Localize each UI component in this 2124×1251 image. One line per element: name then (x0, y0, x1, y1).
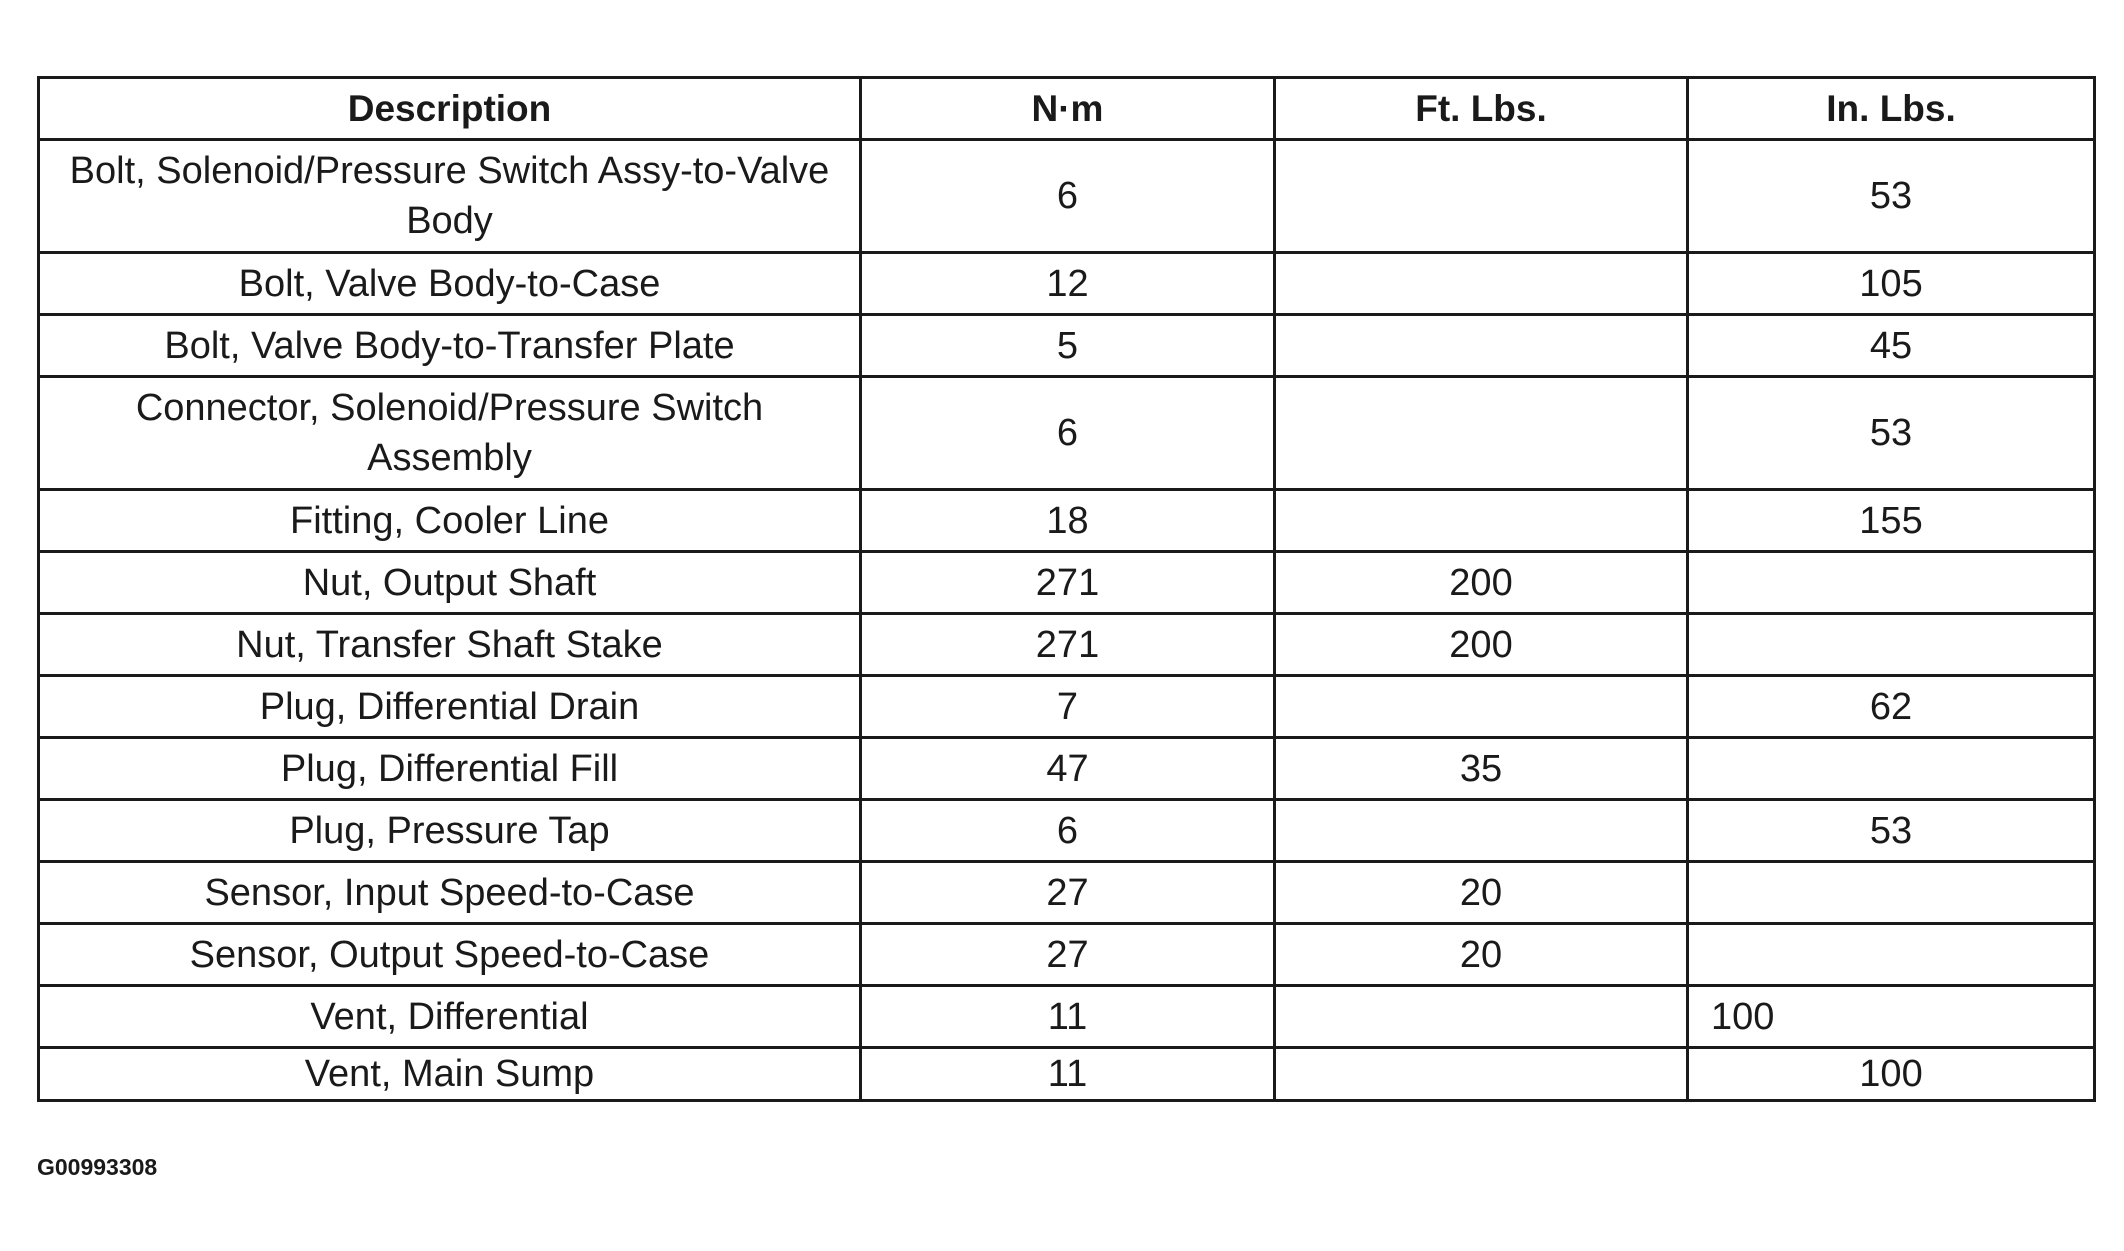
cell-in-lbs (1688, 862, 2095, 924)
table-row (39, 738, 2095, 800)
cell-ft-lbs (1275, 490, 1688, 552)
cell-description: Fitting, Cooler Line (39, 490, 861, 552)
cell-ft-lbs (1275, 676, 1688, 738)
cell-description: Connector, Solenoid/Pressure Switch Assembly (39, 377, 861, 490)
cell-in-lbs (1688, 614, 2095, 676)
cell-in-lbs: 53 (1688, 377, 2095, 490)
cell-description: Vent, Differential (39, 986, 861, 1048)
table-row (39, 140, 2095, 253)
table-header-row (39, 78, 2095, 140)
cell-nm: 271 (861, 614, 1275, 676)
cell-nm: 6 (861, 800, 1275, 862)
table-row (39, 552, 2095, 614)
torque-spec-table (37, 76, 2096, 1102)
table-row (39, 800, 2095, 862)
cell-nm: 11 (861, 1048, 1275, 1101)
table-row (39, 676, 2095, 738)
table-row (39, 614, 2095, 676)
cell-in-lbs: 100 (1688, 986, 2095, 1048)
cell-in-lbs: 100 (1688, 1048, 2095, 1101)
cell-nm: 6 (861, 140, 1275, 253)
table-row (39, 1048, 2095, 1101)
cell-description: Sensor, Input Speed-to-Case (39, 862, 861, 924)
cell-description: Bolt, Valve Body-to-Transfer Plate (39, 315, 861, 377)
cell-ft-lbs: 20 (1275, 862, 1688, 924)
cell-description: Bolt, Valve Body-to-Case (39, 253, 861, 315)
cell-description: Plug, Differential Drain (39, 676, 861, 738)
cell-in-lbs: 62 (1688, 676, 2095, 738)
cell-nm: 27 (861, 924, 1275, 986)
cell-nm: 12 (861, 253, 1275, 315)
table-row (39, 924, 2095, 986)
header-description: Description (39, 78, 861, 140)
cell-ft-lbs (1275, 986, 1688, 1048)
cell-nm: 18 (861, 490, 1275, 552)
cell-ft-lbs (1275, 253, 1688, 315)
cell-nm: 7 (861, 676, 1275, 738)
cell-nm: 271 (861, 552, 1275, 614)
cell-in-lbs (1688, 552, 2095, 614)
header-in-lbs: In. Lbs. (1688, 78, 2095, 140)
cell-description: Nut, Output Shaft (39, 552, 861, 614)
cell-description: Nut, Transfer Shaft Stake (39, 614, 861, 676)
cell-in-lbs: 45 (1688, 315, 2095, 377)
cell-in-lbs (1688, 738, 2095, 800)
cell-nm: 5 (861, 315, 1275, 377)
header-nm: N·m (861, 78, 1275, 140)
cell-ft-lbs: 200 (1275, 614, 1688, 676)
cell-in-lbs: 155 (1688, 490, 2095, 552)
cell-ft-lbs (1275, 1048, 1688, 1101)
cell-nm: 11 (861, 986, 1275, 1048)
table-row (39, 377, 2095, 490)
figure-id-label: G00993308 (37, 1154, 158, 1180)
cell-in-lbs: 53 (1688, 140, 2095, 253)
cell-ft-lbs: 20 (1275, 924, 1688, 986)
cell-ft-lbs (1275, 315, 1688, 377)
cell-ft-lbs (1275, 377, 1688, 490)
cell-nm: 6 (861, 377, 1275, 490)
cell-description: Bolt, Solenoid/Pressure Switch Assy-to-Valve Body (39, 140, 861, 253)
cell-in-lbs (1688, 924, 2095, 986)
cell-ft-lbs: 35 (1275, 738, 1688, 800)
table-row (39, 253, 2095, 315)
header-ft-lbs: Ft. Lbs. (1275, 78, 1688, 140)
cell-description: Sensor, Output Speed-to-Case (39, 924, 861, 986)
cell-description: Plug, Pressure Tap (39, 800, 861, 862)
cell-nm: 47 (861, 738, 1275, 800)
cell-nm: 27 (861, 862, 1275, 924)
table-row (39, 490, 2095, 552)
cell-in-lbs: 53 (1688, 800, 2095, 862)
table-row (39, 986, 2095, 1048)
cell-in-lbs: 105 (1688, 253, 2095, 315)
table-row (39, 315, 2095, 377)
cell-ft-lbs (1275, 140, 1688, 253)
cell-ft-lbs (1275, 800, 1688, 862)
cell-description: Vent, Main Sump (39, 1048, 861, 1101)
cell-description: Plug, Differential Fill (39, 738, 861, 800)
table-row (39, 862, 2095, 924)
cell-ft-lbs: 200 (1275, 552, 1688, 614)
